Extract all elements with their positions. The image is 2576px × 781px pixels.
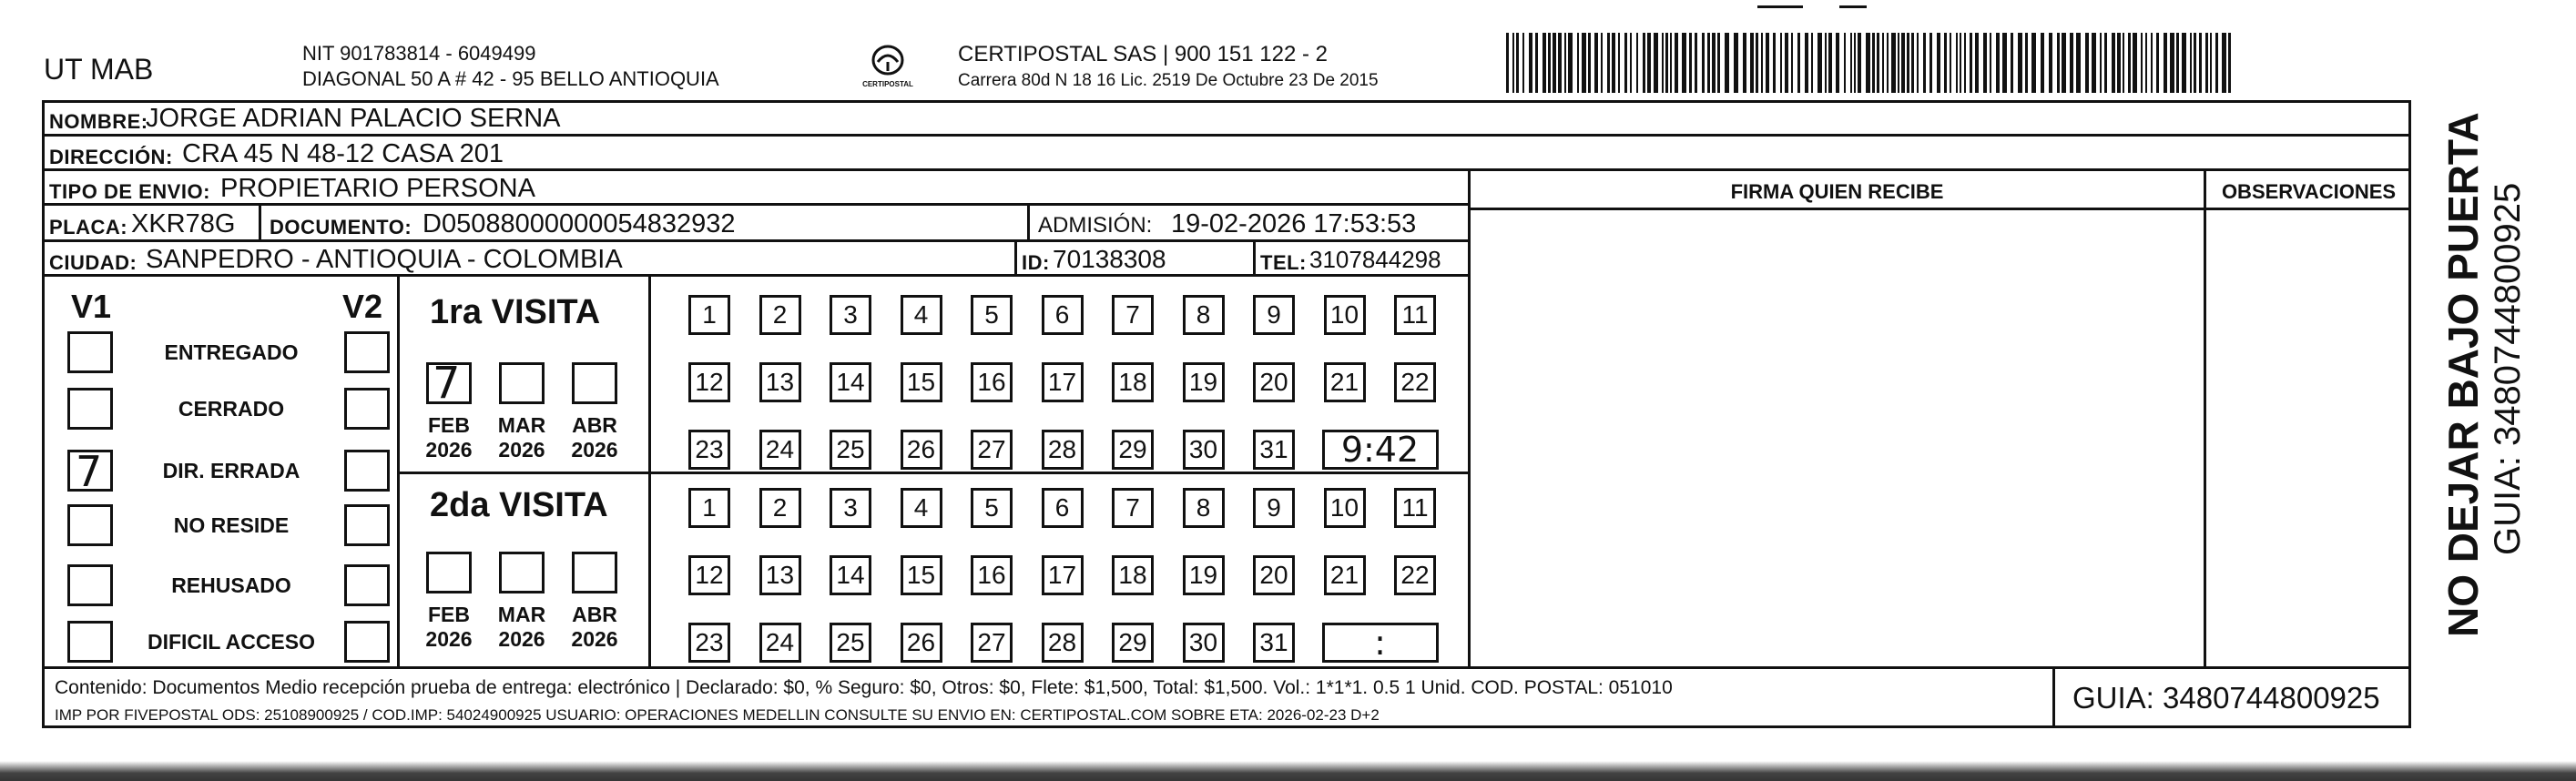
barcode-bar xyxy=(1516,33,1519,93)
day-cell[interactable]: 15 xyxy=(901,362,942,402)
barcode-bar xyxy=(2123,33,2124,93)
footer-guia: GUIA: 3480744800925 xyxy=(2072,681,2380,715)
ciudad-label: CIUDAD: xyxy=(49,251,137,274)
v2-label: V2 xyxy=(342,288,383,325)
day-cell[interactable]: 7 xyxy=(1112,295,1154,335)
visit-middle-line xyxy=(397,472,1470,474)
barcode-bar xyxy=(2104,33,2107,93)
admision-value: 19-02-2026 17:53:53 xyxy=(1171,209,1417,238)
barcode-bar xyxy=(1854,33,1856,93)
day-cell[interactable]: 14 xyxy=(830,362,871,402)
barcode-bar xyxy=(2076,33,2081,93)
barcode-bar xyxy=(1761,33,1763,93)
barcode-bar xyxy=(1636,33,1638,93)
month-label xyxy=(490,413,554,462)
status-label: NO RESIDE xyxy=(173,513,290,537)
month-year: 2026 xyxy=(571,438,618,462)
barcode-bar xyxy=(1956,33,1958,93)
day-cell[interactable]: 27 xyxy=(971,430,1013,470)
month-year: 2026 xyxy=(571,627,618,651)
logo-text: CERTIPOSTAL xyxy=(862,80,913,88)
month-handwritten-mark: 7 xyxy=(433,358,461,409)
barcode-bar xyxy=(2151,33,2153,93)
day-cell[interactable]: 2 xyxy=(759,295,801,335)
barcode-bar xyxy=(1568,33,1573,93)
barcode-bar xyxy=(1548,33,1551,93)
day-cell[interactable]: 29 xyxy=(1112,623,1154,663)
barcode-bar xyxy=(1665,33,1668,93)
month-label xyxy=(490,603,554,652)
id-label: ID: xyxy=(1022,251,1050,274)
barcode-bar xyxy=(2025,33,2028,93)
day-cell[interactable]: 20 xyxy=(1253,362,1295,402)
observaciones-header: OBSERVACIONES xyxy=(2221,180,2397,203)
certipostal-logo xyxy=(856,42,920,96)
barcode-bar xyxy=(2205,33,2208,93)
company-nit: NIT 901783814 - 6049499 xyxy=(302,42,536,65)
direccion-value: CRA 45 N 48-12 CASA 201 xyxy=(182,139,504,168)
v1-label: V1 xyxy=(71,288,112,325)
barcode-bar xyxy=(1891,33,1896,93)
barcode-bar xyxy=(1553,33,1556,93)
barcode-bar xyxy=(2176,33,2179,93)
month-checkbox[interactable] xyxy=(426,358,472,409)
day-cell[interactable]: 31 xyxy=(1253,623,1295,663)
second-visit-title: 2da VISITA xyxy=(430,486,608,524)
month-year: 2026 xyxy=(498,438,545,462)
barcode-bar xyxy=(1805,33,1808,93)
day-cell[interactable]: 18 xyxy=(1112,555,1154,595)
status-label: DIFICIL ACCESO xyxy=(147,630,315,654)
time-field[interactable]: : xyxy=(1322,623,1439,663)
barcode-bar xyxy=(2002,33,2007,93)
barcode-bar xyxy=(2145,33,2147,93)
barcode-bar xyxy=(1937,33,1940,93)
day-cell[interactable]: 5 xyxy=(971,488,1013,528)
month-checkbox[interactable] xyxy=(572,362,617,404)
barcode-bar xyxy=(1756,33,1758,93)
footer-imp-line: IMP POR FIVEPOSTAL ODS: 25108900925 / COD.IMP: 54024900925 USUARIO: OPERACIONES MEDELLIN CONSULTE SU ENVIO EN: CERTIPOSTAL.COM SOBRE ETA: 2026-02-23 D+2 xyxy=(55,706,1380,724)
barcode-bar xyxy=(1707,33,1710,93)
tipo-value: PROPIETARIO PERSONA xyxy=(220,174,535,203)
barcode-bar xyxy=(1607,33,1610,93)
divider xyxy=(259,206,261,242)
barcode-bar xyxy=(2031,33,2036,93)
day-cell[interactable]: 4 xyxy=(901,488,942,528)
month-year: 2026 xyxy=(425,627,473,651)
barcode-bar xyxy=(2164,33,2167,93)
barcode-bar xyxy=(2199,33,2202,93)
divider xyxy=(1014,242,1017,277)
barcode-bar xyxy=(2141,33,2143,93)
barcode-bar xyxy=(2085,33,2089,93)
barcode-bar xyxy=(1712,33,1716,93)
barcode-bar xyxy=(1911,33,1914,93)
barcode-bar xyxy=(1872,33,1875,93)
col-header-line xyxy=(1468,208,2411,210)
tel-value: 3107844298 xyxy=(1309,246,1441,273)
barcode-bar xyxy=(2133,33,2137,93)
day-cell[interactable]: 7 xyxy=(1112,488,1154,528)
month-checkbox[interactable] xyxy=(499,552,545,593)
day-cell[interactable]: 20 xyxy=(1253,555,1295,595)
nombre-value: JORGE ADRIAN PALACIO SERNA xyxy=(146,104,561,133)
barcode xyxy=(1504,33,2233,93)
barcode-bar xyxy=(1791,33,1793,93)
day-cell[interactable]: 9 xyxy=(1253,488,1295,528)
month-label xyxy=(563,413,626,462)
barcode-bar xyxy=(2156,33,2159,93)
v2-checkbox[interactable] xyxy=(344,621,390,663)
certipostal-title: CERTIPOSTAL SAS | 900 151 122 - 2 xyxy=(958,42,1328,66)
month-name: MAR xyxy=(497,603,546,626)
day-cell[interactable]: 1 xyxy=(688,488,730,528)
day-cell[interactable]: 14 xyxy=(830,555,871,595)
barcode-bar xyxy=(2128,33,2131,93)
direccion-label: DIRECCIÓN: xyxy=(49,146,173,168)
day-cell[interactable]: 19 xyxy=(1183,362,1225,402)
day-cell[interactable]: 28 xyxy=(1042,430,1084,470)
barcode-bar xyxy=(1858,33,1861,93)
barcode-bar xyxy=(1983,33,1987,93)
barcode-bar xyxy=(1797,33,1800,93)
barcode-bar xyxy=(2041,33,2044,93)
day-cell[interactable]: 21 xyxy=(1324,362,1366,402)
barcode-bar xyxy=(1689,33,1692,93)
day-cell[interactable]: 21 xyxy=(1324,555,1366,595)
month-checkbox[interactable] xyxy=(426,552,472,593)
status-label: DIR. ERRADA xyxy=(162,459,300,482)
barcode-bar xyxy=(2117,33,2121,93)
barcode-bar xyxy=(1817,33,1822,93)
barcode-bar xyxy=(1594,33,1598,93)
barcode-bar xyxy=(1601,33,1603,93)
barcode-bar xyxy=(1618,33,1620,93)
v2-checkbox[interactable] xyxy=(344,504,390,546)
barcode-bar xyxy=(1828,33,1832,93)
barcode-bar xyxy=(2182,33,2186,93)
divider xyxy=(1027,206,1030,242)
barcode-bar xyxy=(1543,33,1546,93)
company-name: UT MAB xyxy=(44,53,154,86)
barcode-bar xyxy=(1682,33,1686,93)
day-cell[interactable]: 30 xyxy=(1183,623,1225,663)
month-checkbox[interactable] xyxy=(572,552,617,593)
day-cell[interactable]: 1 xyxy=(688,295,730,335)
day-cell[interactable]: 22 xyxy=(1394,555,1436,595)
barcode-bar xyxy=(1588,33,1591,93)
barcode-bar xyxy=(1577,33,1579,93)
barcode-bar xyxy=(1702,33,1705,93)
barcode-bar xyxy=(1750,33,1754,93)
barcode-bar xyxy=(1717,33,1720,93)
day-cell[interactable]: 2 xyxy=(759,488,801,528)
month-name: ABR xyxy=(572,413,617,437)
day-cell[interactable]: 29 xyxy=(1112,430,1154,470)
barcode-bar xyxy=(2222,33,2226,93)
scan-edge xyxy=(0,761,2576,781)
day-cell[interactable]: 22 xyxy=(1394,362,1436,402)
day-cell[interactable]: 10 xyxy=(1324,295,1366,335)
barcode-bar xyxy=(1675,33,1678,93)
barcode-bar xyxy=(2194,33,2196,93)
month-name: FEB xyxy=(428,603,470,626)
firma-divider xyxy=(1468,171,1471,666)
day-cell[interactable]: 23 xyxy=(688,623,730,663)
day-cell[interactable]: 17 xyxy=(1042,362,1084,402)
barcode-bar xyxy=(1773,33,1776,93)
barcode-bar xyxy=(1844,33,1846,93)
barcode-bar xyxy=(1766,33,1769,93)
ciudad-value: SANPEDRO - ANTIOQUIA - COLOMBIA xyxy=(146,245,623,274)
barcode-bar xyxy=(1529,33,1532,93)
day-cell[interactable]: 6 xyxy=(1042,295,1084,335)
day-cell[interactable]: 8 xyxy=(1183,488,1225,528)
day-cell[interactable]: 10 xyxy=(1324,488,1366,528)
day-cell[interactable]: 3 xyxy=(830,488,871,528)
barcode-bar xyxy=(1901,33,1905,93)
month-label xyxy=(417,413,481,462)
v2-checkbox[interactable] xyxy=(344,450,390,492)
barcode-bar xyxy=(1898,33,1899,93)
month-name: MAR xyxy=(497,413,546,437)
month-label xyxy=(417,603,481,652)
barcode-bar xyxy=(1811,33,1813,93)
day-cell[interactable]: 13 xyxy=(759,362,801,402)
barcode-bar xyxy=(2062,33,2066,93)
day-cell[interactable]: 28 xyxy=(1042,623,1084,663)
barcode-bar xyxy=(1630,33,1632,93)
barcode-bar xyxy=(1964,33,1966,93)
barcode-bar xyxy=(2190,33,2192,93)
day-cell[interactable]: 4 xyxy=(901,295,942,335)
day-cell[interactable]: 11 xyxy=(1394,295,1436,335)
placa-value: XKR78G xyxy=(131,209,236,238)
barcode-bar xyxy=(1734,33,1738,93)
footer-content-line: Contenido: Documentos Medio recepción prueba de entrega: electrónico | Declarado: $0, % Seguro: $0, Otros: $0, Flete: $1,500, Total: $1,500. Vol.: 1*1*1. 0.5 1 Unid. COD. POSTAL: 051010 xyxy=(55,677,1673,698)
barcode-bar xyxy=(2070,33,2073,93)
day-cell[interactable]: 26 xyxy=(901,430,942,470)
barcode-bar xyxy=(1558,33,1562,93)
day-cell[interactable]: 26 xyxy=(901,623,942,663)
day-cell[interactable]: 31 xyxy=(1253,430,1295,470)
barcode-bar xyxy=(1670,33,1672,93)
barcode-bar xyxy=(1725,33,1729,93)
day-cell[interactable]: 24 xyxy=(759,430,801,470)
month-checkbox[interactable] xyxy=(499,362,545,404)
tel-label: TEL: xyxy=(1260,251,1307,274)
day-cell[interactable]: 15 xyxy=(901,555,942,595)
v1-checkbox[interactable] xyxy=(67,388,113,430)
row-direccion xyxy=(42,137,2411,171)
barcode-bar xyxy=(1960,33,1961,93)
barcode-bar xyxy=(1950,33,1951,93)
row-nombre xyxy=(42,100,2411,137)
row-placa xyxy=(42,206,1470,242)
barcode-bar xyxy=(1780,33,1782,93)
footer-top-line xyxy=(42,666,2411,669)
day-cell[interactable]: 12 xyxy=(688,555,730,595)
status-label: ENTREGADO xyxy=(164,340,299,364)
barcode-bar xyxy=(1662,33,1664,93)
barcode-bar xyxy=(1975,33,1979,93)
day-cell[interactable]: 5 xyxy=(971,295,1013,335)
nombre-label: NOMBRE: xyxy=(49,110,148,133)
barcode-bar xyxy=(2112,33,2115,93)
barcode-bar xyxy=(1612,33,1615,93)
month-name: ABR xyxy=(572,603,617,626)
divider xyxy=(1253,242,1256,277)
barcode-bar xyxy=(1866,33,1870,93)
recipient-block xyxy=(42,100,1470,291)
barcode-bar xyxy=(2018,33,2022,93)
day-cell[interactable]: 27 xyxy=(971,623,1013,663)
obs-divider xyxy=(2204,171,2206,666)
first-visit-title: 1ra VISITA xyxy=(430,293,601,331)
barcode-bar xyxy=(2170,33,2174,93)
month-year: 2026 xyxy=(425,438,473,462)
barcode-bar xyxy=(2100,33,2102,93)
v1-checkbox[interactable] xyxy=(67,621,113,663)
top-line-1 xyxy=(1757,5,1803,8)
documento-value: D05088000000054832932 xyxy=(423,209,736,238)
barcode-bar xyxy=(1990,33,1991,93)
day-cell[interactable]: 17 xyxy=(1042,555,1084,595)
day-cell[interactable]: 11 xyxy=(1394,488,1436,528)
barcode-bar xyxy=(1535,33,1538,93)
v2-checkbox[interactable] xyxy=(344,331,390,373)
day-cell[interactable]: 16 xyxy=(971,362,1013,402)
barcode-bar xyxy=(1877,33,1879,93)
barcode-bar xyxy=(2215,33,2218,93)
day-cell[interactable]: 13 xyxy=(759,555,801,595)
day-cell[interactable]: 6 xyxy=(1042,488,1084,528)
documento-label: DOCUMENTO: xyxy=(270,216,412,238)
placa-label: PLACA: xyxy=(49,216,128,238)
company-address: DIAGONAL 50 A # 42 - 95 BELLO ANTIOQUIA xyxy=(302,67,719,90)
day-cell[interactable]: 25 xyxy=(830,623,871,663)
day-cell[interactable]: 19 xyxy=(1183,555,1225,595)
side-guia: GUIA: 3480744800925 xyxy=(2488,182,2528,555)
barcode-bar xyxy=(1582,33,1586,93)
month-name: FEB xyxy=(428,413,470,437)
row-ciudad xyxy=(42,242,1470,277)
status-label: CERRADO xyxy=(178,397,285,421)
barcode-bar xyxy=(2092,33,2096,93)
v1-handwritten-mark: 7 xyxy=(76,447,103,496)
barcode-bar xyxy=(1564,33,1566,93)
month-year: 2026 xyxy=(498,627,545,651)
day-cell[interactable]: 9 xyxy=(1253,295,1295,335)
barcode-bar xyxy=(1917,33,1919,93)
day-cell[interactable]: 16 xyxy=(971,555,1013,595)
barcode-bar xyxy=(1996,33,2000,93)
day-cell[interactable]: 25 xyxy=(830,430,871,470)
v2-checkbox[interactable] xyxy=(344,388,390,430)
day-cell[interactable]: 23 xyxy=(688,430,730,470)
barcode-bar xyxy=(1923,33,1926,93)
barcode-bar xyxy=(2011,33,2013,93)
day-cell[interactable]: 30 xyxy=(1183,430,1225,470)
status-label: REHUSADO xyxy=(171,573,291,597)
barcode-bar xyxy=(1850,33,1852,93)
v1-checkbox[interactable] xyxy=(67,564,113,606)
day-cell[interactable]: 24 xyxy=(759,623,801,663)
admision-label: ADMISIÓN: xyxy=(1038,213,1153,238)
v1-checkbox[interactable] xyxy=(67,331,113,373)
month-label xyxy=(563,603,626,652)
barcode-bar xyxy=(1825,33,1827,93)
barcode-bar xyxy=(1512,33,1514,93)
barcode-bar xyxy=(1654,33,1658,93)
barcode-bar xyxy=(2057,33,2060,93)
v2-checkbox[interactable] xyxy=(344,564,390,606)
barcode-bar xyxy=(1929,33,1932,93)
row-tipo xyxy=(42,171,1470,206)
id-value: 70138308 xyxy=(1053,245,1166,273)
day-cell[interactable]: 3 xyxy=(830,295,871,335)
barcode-bar xyxy=(1695,33,1697,93)
certipostal-license: Carrera 80d N 18 16 Lic. 2519 De Octubre 23 De 2015 xyxy=(958,71,1379,90)
top-line-2 xyxy=(1839,5,1867,8)
day-cell[interactable]: 8 xyxy=(1183,295,1225,335)
barcode-bar xyxy=(1887,33,1889,93)
barcode-bar xyxy=(2210,33,2212,93)
barcode-bar xyxy=(1970,33,1972,93)
tipo-label: TIPO DE ENVIO: xyxy=(49,180,210,203)
barcode-bar xyxy=(1743,33,1746,93)
barcode-bar xyxy=(1944,33,1947,93)
barcode-bar xyxy=(2228,33,2231,93)
firma-header: FIRMA QUIEN RECIBE xyxy=(1730,180,1944,203)
barcode-bar xyxy=(1522,33,1524,93)
barcode-bar xyxy=(1506,33,1509,93)
time-field[interactable]: 9:42 xyxy=(1322,430,1439,470)
barcode-bar xyxy=(1643,33,1645,93)
day-cell[interactable]: 18 xyxy=(1112,362,1154,402)
v1-checkbox[interactable] xyxy=(67,447,113,496)
footer-guia-divider xyxy=(2052,666,2055,728)
barcode-bar xyxy=(1647,33,1651,93)
barcode-bar xyxy=(1785,33,1788,93)
no-dejar-bajo-puerta: NO DEJAR BAJO PUERTA xyxy=(2439,112,2487,637)
day-cell[interactable]: 12 xyxy=(688,362,730,402)
barcode-bar xyxy=(1907,33,1909,93)
barcode-bar xyxy=(1836,33,1839,93)
barcode-bar xyxy=(1624,33,1627,93)
barcode-bar xyxy=(2049,33,2052,93)
barcode-bar xyxy=(1882,33,1884,93)
v1-checkbox[interactable] xyxy=(67,504,113,546)
